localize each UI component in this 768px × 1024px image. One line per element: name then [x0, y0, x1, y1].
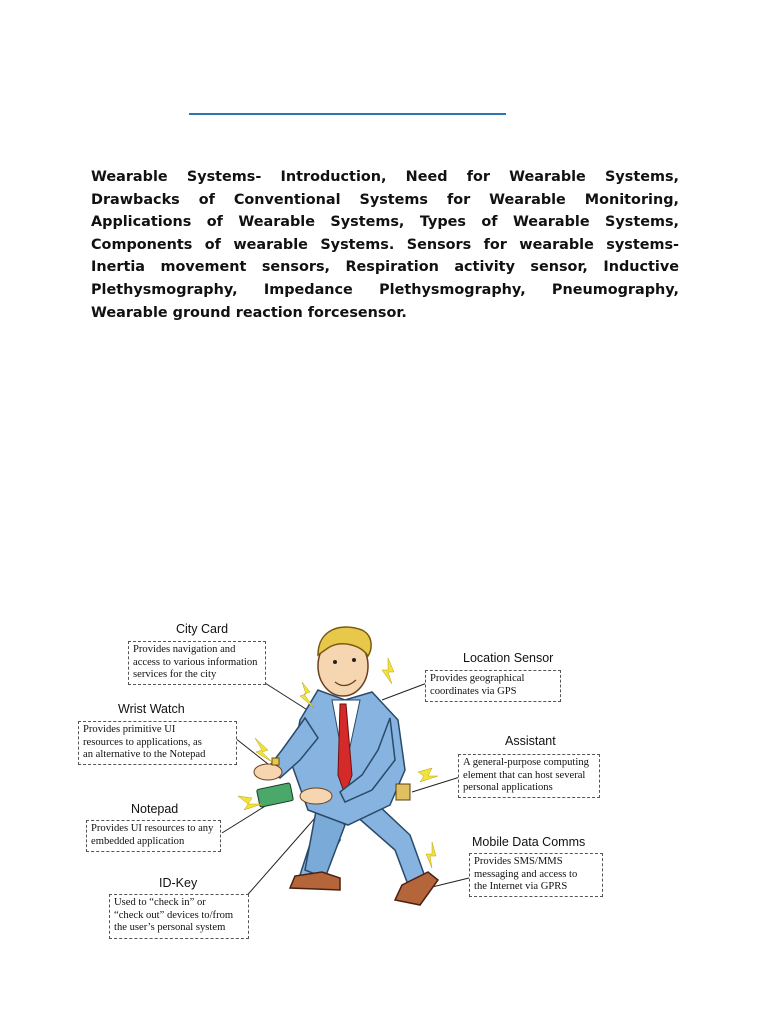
syllabus-paragraph: Wearable Systems- Introduction, Need for Wearable Systems, Drawbacks of Conventional Systems for Wearable Monitoring, Applications of Wearable Systems, Types of Wearable Systems, Components of wearable Systems. Sensors for wearable systems-Inertia movement sensors, Respiration activity sensor, Inductive Plethysmography, Impedance Plethysmography, Pneumography, Wearable ground reaction forcesensor. [91, 169, 679, 321]
location-sensor-description: Provides geographical coordinates via GPS [425, 670, 561, 702]
id-key-title: ID-Key [159, 876, 198, 890]
notepad-title: Notepad [131, 802, 179, 816]
wearable-systems-figure [0, 600, 768, 950]
mobile-data-comms-title: Mobile Data Comms [472, 835, 586, 849]
assistant-description: A general-purpose computing element that can host several personal applications [458, 754, 600, 798]
id-key-description: Used to “check in” or “check out” devices to/from the user’s personal system [109, 894, 249, 939]
location-sensor-title: Location Sensor [463, 651, 554, 665]
mobile-data-comms-description: Provides SMS/MMS messaging and access to the Internet via GPRS [469, 853, 603, 897]
header-rule [189, 113, 506, 115]
city-card-title: City Card [176, 622, 229, 636]
city-card-description: Provides navigation and access to various information services for the city [128, 641, 266, 685]
wrist-watch-description: Provides primitive UI resources to applications, as an alternative to the Notepad [78, 721, 237, 765]
notepad-description: Provides UI resources to any embedded application [86, 820, 221, 852]
wrist-watch-title: Wrist Watch [118, 702, 185, 716]
assistant-title: Assistant [505, 734, 556, 748]
